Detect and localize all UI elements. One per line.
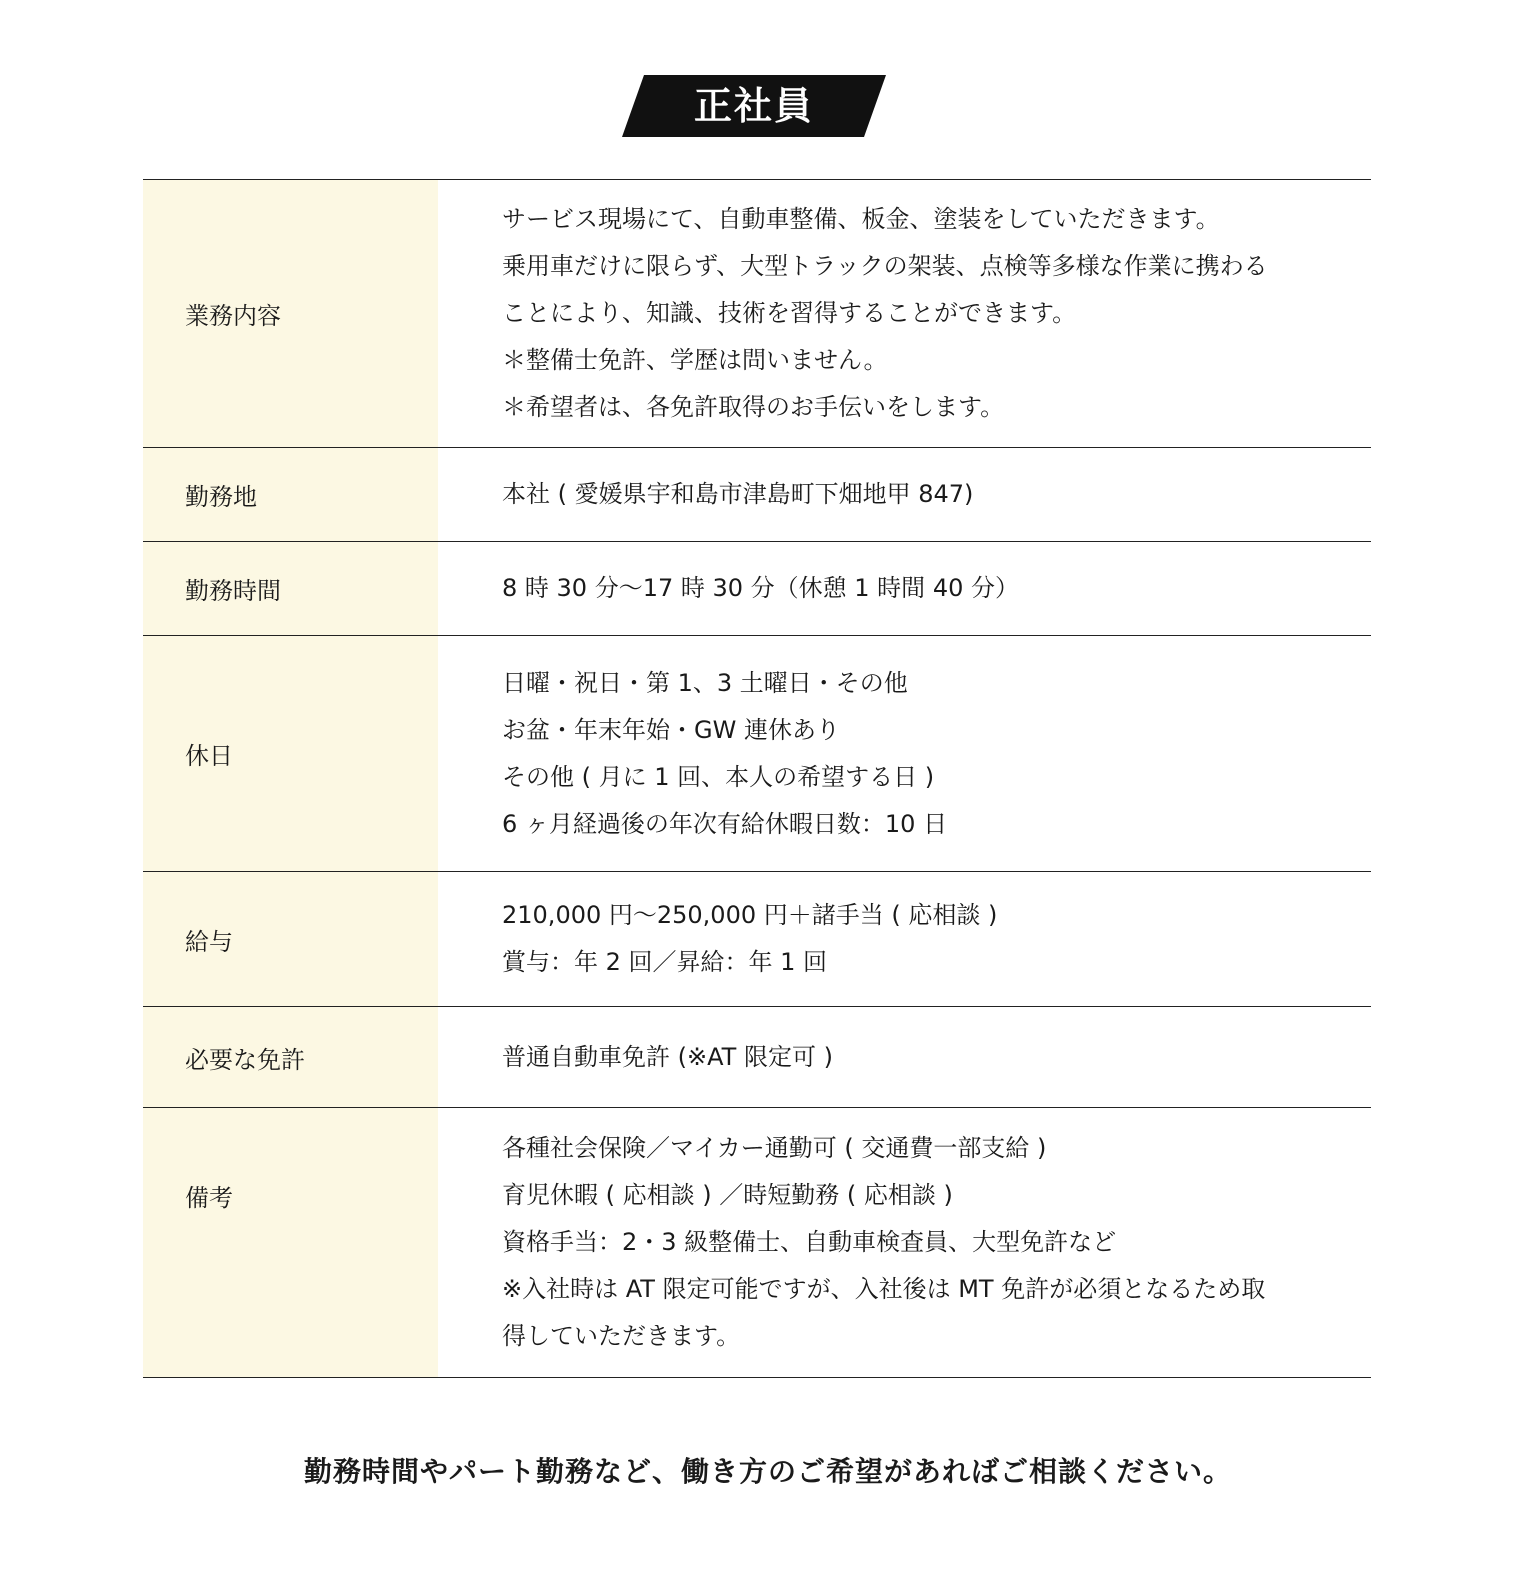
text-line: その他 ( 月に 1 回、本人の希望する日 ) (502, 762, 935, 791)
row-label-location: 勤務地 (143, 448, 438, 541)
table-row-license (143, 1007, 1371, 1108)
table-row-salary (143, 872, 1371, 1007)
job-details-table (143, 179, 1371, 1378)
text-line: 普通自動車免許 (※AT 限定可 ) (502, 1042, 833, 1071)
row-label-salary: 給与 (143, 872, 438, 1006)
text-line: 資格手当：2・3 級整備士、自動車検査員、大型免許など (502, 1228, 1117, 1256)
text-line: 210,000 円～250,000 円＋諸手当 ( 応相談 ) (502, 901, 998, 929)
title-badge (622, 75, 886, 137)
text-line: ※入社時は AT 限定可能ですが、入社後は MT 免許が必須となるため取 (502, 1275, 1266, 1303)
row-value-hours (438, 542, 1371, 635)
text-line: ＊整備士免許、学歴は問いません。 (502, 346, 888, 374)
text-line: 得していただきます。 (502, 1322, 741, 1350)
row-value-duties (438, 180, 1371, 447)
table-row-duties (143, 180, 1371, 448)
row-label-hours: 勤務時間 (143, 542, 438, 635)
text-line: 育児休暇 ( 応相談 ) ／時短勤務 ( 応相談 ) (502, 1181, 953, 1209)
row-label-license: 必要な免許 (143, 1007, 438, 1107)
text-line: ことにより、知識、技術を習得することができます。 (502, 299, 1077, 327)
text-line: 日曜・祝日・第 1、3 土曜日・その他 (502, 668, 908, 697)
text-line: 各種社会保険／マイカー通勤可 ( 交通費一部支給 ) (502, 1134, 1047, 1162)
text-line: 本社 ( 愛媛県宇和島市津島町下畑地甲 847) (502, 480, 974, 508)
text-line: サービス現場にて、自動車整備、板金、塗装をしていただきます。 (502, 205, 1220, 233)
text-line: 6 ヶ月経過後の年次有給休暇日数：10 日 (502, 809, 948, 838)
table-row-notes (143, 1108, 1371, 1378)
table-row-holidays (143, 636, 1371, 872)
text-line: 乗用車だけに限らず、大型トラックの架装、点検等多様な作業に携わる (502, 252, 1268, 280)
row-label-holidays: 休日 (143, 636, 438, 871)
footer-note: 勤務時間やパート勤務など、働き方のご希望があればご相談ください。 (303, 1455, 1232, 1488)
text-line: お盆・年末年始・GW 連休あり (502, 715, 840, 744)
text-line: 賞与：年 2 回／昇給：年 1 回 (502, 948, 828, 976)
row-value-license (438, 1007, 1371, 1107)
row-label-duties: 業務内容 (143, 180, 438, 447)
row-label-notes: 備考 (143, 1108, 438, 1377)
row-value-holidays (438, 636, 1371, 871)
page-title: 正社員 (693, 84, 814, 128)
table-row-location (143, 448, 1371, 542)
text-line: ＊希望者は、各免許取得のお手伝いをします。 (502, 393, 1005, 421)
row-value-location (438, 448, 1371, 541)
text-line: 8 時 30 分～17 時 30 分（休憩 1 時間 40 分） (502, 574, 1019, 602)
row-value-salary (438, 872, 1371, 1006)
row-value-notes (438, 1108, 1371, 1377)
table-row-hours (143, 542, 1371, 636)
